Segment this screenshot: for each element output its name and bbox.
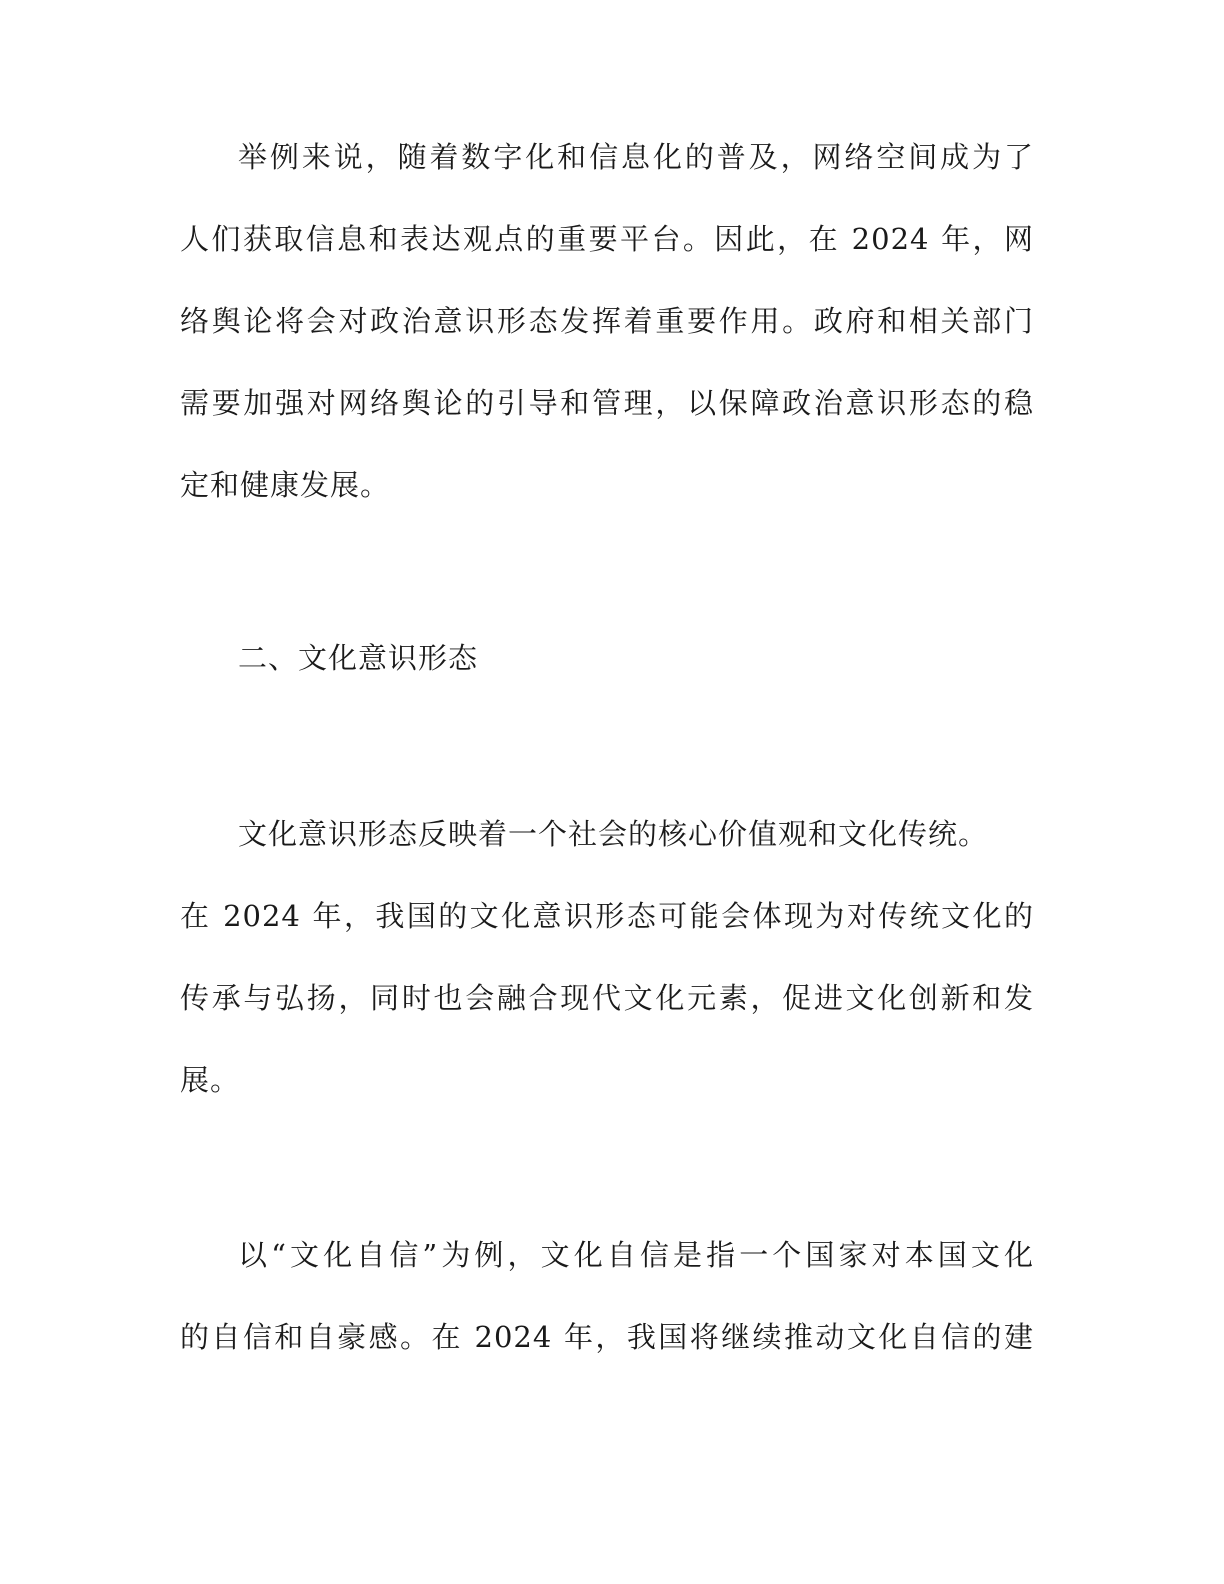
paragraph-cultural-confidence	[180, 1214, 1034, 1378]
paragraph-line: 举例来说，随着数字化和信息化的普及，网络空间成为了	[238, 140, 1034, 174]
section-heading-text: 二、文化意识形态	[238, 641, 479, 675]
paragraph-line: 展。	[180, 1063, 241, 1097]
paragraph-line: 在 2024 年，我国的文化意识形态可能会体现为对传统文化的	[180, 899, 1034, 933]
paragraph-line: 文化意识形态反映着一个社会的核心价值观和文化传统。	[238, 817, 989, 851]
section-heading	[180, 617, 1034, 699]
paragraph-line: 定和健康发展。	[180, 468, 391, 502]
paragraph-line: 以“文化自信”为例，文化自信是指一个国家对本国文化	[238, 1238, 1034, 1272]
paragraph-line: 人们获取信息和表达观点的重要平台。因此，在 2024 年，网	[180, 222, 1034, 256]
paragraph-cultural-ideology	[180, 793, 1034, 1121]
paragraph-line: 传承与弘扬，同时也会融合现代文化元素，促进文化创新和发	[180, 981, 1034, 1015]
paragraph-network-opinion	[180, 116, 1034, 526]
paragraph-line: 络舆论将会对政治意识形态发挥着重要作用。政府和相关部门	[180, 304, 1034, 338]
paragraph-line: 的自信和自豪感。在 2024 年，我国将继续推动文化自信的建	[180, 1320, 1034, 1354]
paragraph-line: 需要加强对网络舆论的引导和管理，以保障政治意识形态的稳	[180, 386, 1034, 420]
